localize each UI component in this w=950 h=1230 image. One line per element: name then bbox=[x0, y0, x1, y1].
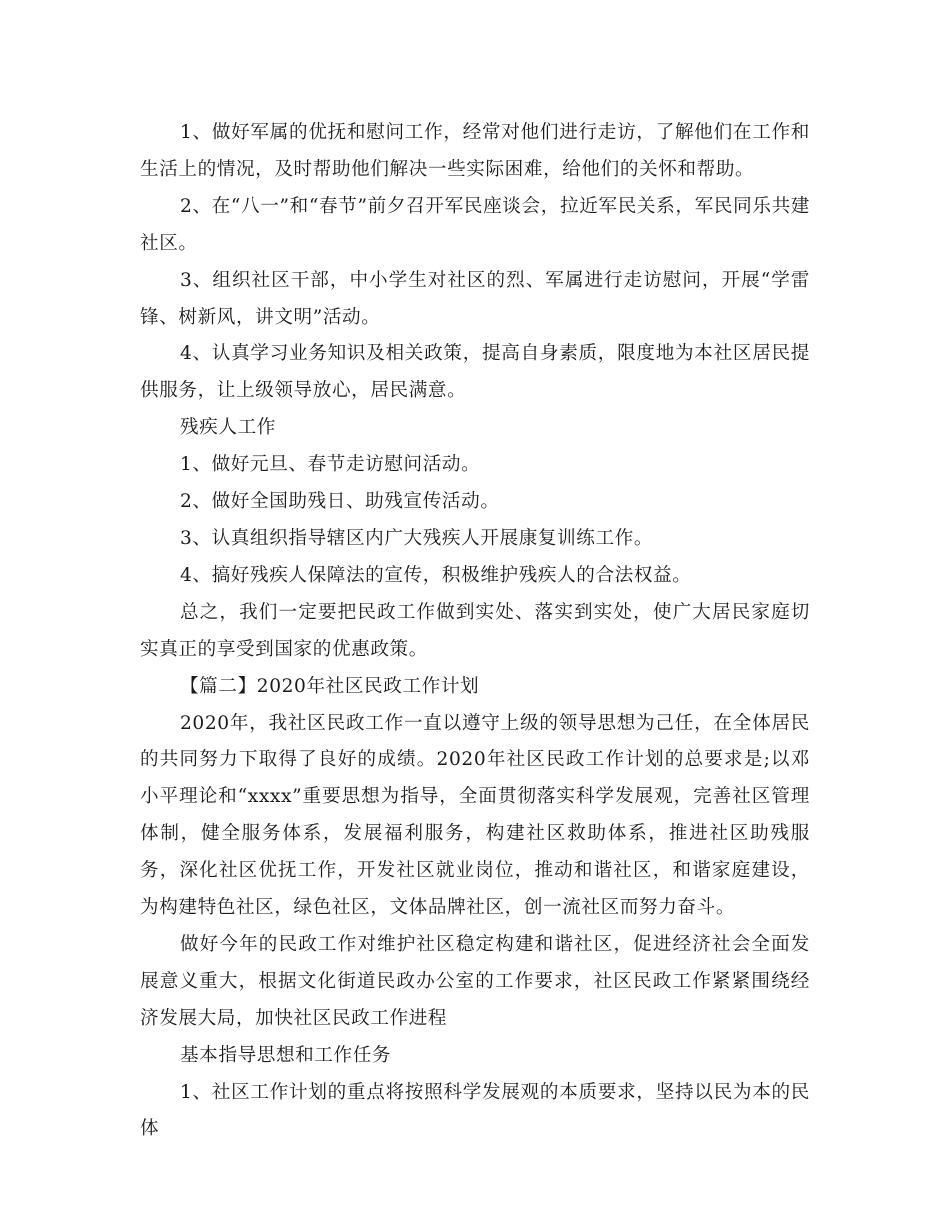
paragraph-rehab-training: 3、认真组织指导辖区内广大残疾人开展康复训练工作。 bbox=[179, 527, 654, 549]
paragraph-military-forum: 2、在“八一”和“春节”前夕召开军民座谈会，拉近军民关系，军民同乐共建社区。 bbox=[140, 195, 810, 254]
section-heading-guiding-ideas: 基本指导思想和工作任务 bbox=[179, 1044, 392, 1066]
paragraph-plan-focus: 1、社区工作计划的重点将按照科学发展观的本质要求，坚持以民为本的民体 bbox=[140, 1081, 810, 1140]
paragraph-this-year-work: 做好今年的民政工作对维护社区稳定构建和谐社区，促进经济社会全面发展意义重大，根据文化街道民政办公室的工作要求，社区民政工作紧紧围绕经济发展大局，加快社区民政工作进程 bbox=[140, 933, 810, 1029]
document-body bbox=[140, 115, 810, 1148]
paragraph-protection-law: 4、搞好残疾人保障法的宣传，积极维护残疾人的合法权益。 bbox=[179, 564, 692, 586]
paragraph-student-visits: 3、组织社区干部，中小学生对社区的烈、军属进行走访慰问，开展“学雷锋、树新风，讲文明”活动。 bbox=[140, 269, 810, 328]
paragraph-military-visits: 1、做好军属的优抚和慰问工作，经常对他们进行走访，了解他们在工作和生活上的情况，及时帮助他们解决一些实际困难，给他们的关怀和帮助。 bbox=[140, 122, 810, 180]
paragraph-policy-study: 4、认真学习业务知识及相关政策，提高自身素质，限度地为本社区居民提供服务，让上级领导放心，居民满意。 bbox=[140, 343, 810, 402]
paragraph-summary: 总之，我们一定要把民政工作做到实处、落实到实处，使广大居民家庭切实真正的享受到国家的优惠政策。 bbox=[140, 601, 810, 660]
section-heading-disabled-work: 残疾人工作 bbox=[179, 417, 276, 439]
section-heading-part-two: 【篇二】2020年社区民政工作计划 bbox=[179, 675, 480, 697]
paragraph-2020-overview: 2020年，我社区民政工作一直以遵守上级的领导思想为己任，在全体居民的共同努力下取得了良好的成绩。2020年社区民政工作计划的总要求是;以邓小平理论和“xxxx”重要思想为指导，全面贯彻落实科学发展观，完善社区管理体制，健全服务体系，发展福利服务，构建社区救助体系，推进社区助残服务，深化社区优抚工作，开发社区就业岗位，推动和谐社区，和谐家庭建设，为构建特色社区，绿色社区，文体品牌社区，创一流社区而努力奋斗。 bbox=[140, 712, 810, 919]
paragraph-holiday-visits: 1、做好元旦、春节走访慰问活动。 bbox=[179, 454, 481, 476]
paragraph-disability-day: 2、做好全国助残日、助残宣传活动。 bbox=[179, 491, 500, 513]
